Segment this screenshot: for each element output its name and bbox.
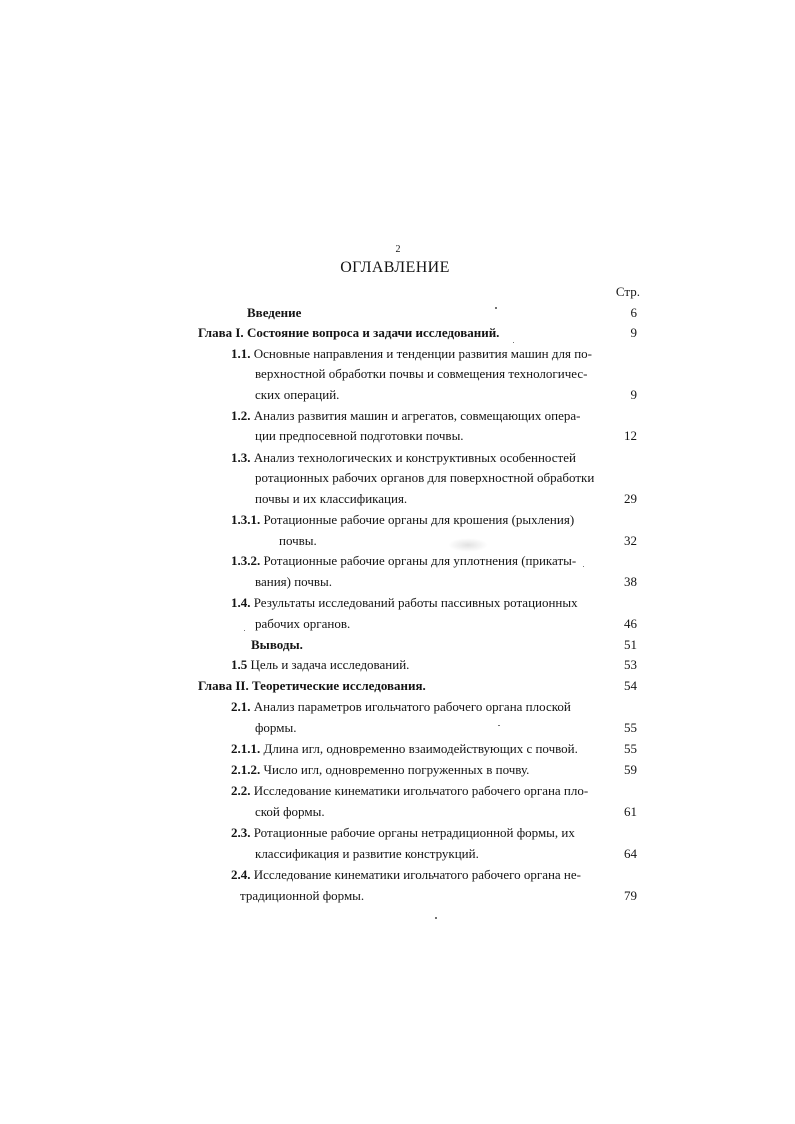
toc-chapter-2-text: Теоретические исследования. <box>252 678 426 693</box>
toc-conclusions-label: Выводы. <box>251 637 303 652</box>
toc-entry-2-1-num: 2.1. <box>231 699 251 714</box>
toc-entry-1-2-line1: Анализ развития машин и агрегатов, совмещающих опера- <box>253 408 581 423</box>
page-column-header: Стр. <box>615 284 640 299</box>
toc-entry-2-1-2-text: Число игл, одновременно погруженных в почву. <box>263 762 530 777</box>
toc-entry-2-3-page: 64 <box>624 846 637 861</box>
toc-chapter-2-page: 54 <box>624 678 637 693</box>
toc-entry-1-3-2-line2: вания) почвы. <box>255 574 332 589</box>
toc-entry-2-3-num: 2.3. <box>231 825 251 840</box>
toc-entry-2-2-line2: ской формы. <box>255 804 325 819</box>
toc-entry-1-2-page: 12 <box>624 428 637 443</box>
toc-entry-1-1-page: 9 <box>630 387 637 402</box>
toc-entry-1-2-num: 1.2. <box>231 408 251 423</box>
toc-chapter-1-num: Глава I. <box>198 325 244 340</box>
toc-entry-1-2-line2: ции предпосевной подготовки почвы. <box>255 428 464 443</box>
toc-entry-1-4-page: 46 <box>624 616 637 631</box>
toc-entry-2-1-line2: формы. <box>255 720 297 735</box>
toc-entry-2-3 <box>231 825 575 841</box>
toc-entry-2-4-line1: Исследование кинематики игольчатого рабочего органа не- <box>253 867 581 882</box>
scan-speck <box>495 307 497 309</box>
toc-intro-label: Введение <box>247 305 302 320</box>
toc-entry-1-3-1-page: 32 <box>624 533 637 548</box>
toc-entry-2-1-1-num: 2.1.1. <box>231 741 261 756</box>
toc-entry-1-1-line1: Основные направления и тенденции развития машин для по- <box>253 346 593 361</box>
toc-entry-2-4-num: 2.4. <box>231 867 251 882</box>
toc-entry-2-1-line1: Анализ параметров игольчатого рабочего органа плоской <box>253 699 571 714</box>
toc-entry-1-1-num: 1.1. <box>231 346 251 361</box>
toc-entry-2-4-line2: традиционной формы. <box>240 888 365 903</box>
toc-chapter-1 <box>198 325 499 341</box>
toc-entry-1-4-num: 1.4. <box>231 595 251 610</box>
toc-entry-2-2 <box>231 783 588 799</box>
page-title: ОГЛАВЛЕНИЕ <box>340 259 450 276</box>
toc-chapter-2 <box>198 678 426 694</box>
toc-entry-2-1-1 <box>231 741 578 757</box>
toc-entry-1-5-page: 53 <box>624 657 637 672</box>
toc-entry-1-5 <box>231 657 409 673</box>
toc-entry-2-4 <box>231 867 581 883</box>
toc-entry-1-3-line3: почвы и их классификация. <box>255 491 408 506</box>
toc-entry-1-3-2-page: 38 <box>624 574 637 589</box>
toc-entry-1-2 <box>231 408 580 424</box>
scan-speck <box>244 630 245 631</box>
toc-chapter-1-text: Состояние вопроса и задачи исследований. <box>246 325 500 340</box>
toc-entry-1-3-1-num: 1.3.1. <box>231 512 261 527</box>
toc-entry-2-1 <box>231 699 571 715</box>
toc-entry-2-1-1-page: 55 <box>624 741 637 756</box>
toc-entry-1-3 <box>231 450 576 466</box>
toc-entry-2-3-line1: Ротационные рабочие органы нетрадиционной формы, их <box>253 825 575 840</box>
toc-entry-1-3-page: 29 <box>624 491 637 506</box>
toc-chapter-2-num: Глава II. <box>198 678 249 693</box>
toc-intro-page: 6 <box>630 305 637 320</box>
toc-entry-2-2-num: 2.2. <box>231 783 251 798</box>
toc-entry-1-3-2-line1: Ротационные рабочие органы для уплотнения (прикаты- <box>263 553 577 568</box>
toc-entry-2-1-1-text: Длина игл, одновременно взаимодействующих с почвой. <box>263 741 578 756</box>
toc-entry-1-3-1 <box>231 512 574 528</box>
toc-entry-2-2-page: 61 <box>624 804 637 819</box>
toc-entry-1-3-1-line2: почвы. <box>279 533 317 548</box>
toc-entry-1-1-line2: верхностной обработки почвы и совмещения технологичес- <box>255 366 588 381</box>
toc-entry-1-5-text: Цель и задача исследований. <box>250 657 410 672</box>
toc-entry-1-5-num: 1.5 <box>231 657 248 672</box>
toc-entry-1-3-2 <box>231 553 576 569</box>
toc-entry-1-1-line3: ских операций. <box>255 387 340 402</box>
scan-speck <box>498 725 500 726</box>
scan-speck <box>513 342 514 343</box>
scan-smudge <box>448 538 488 552</box>
page-number: 2 <box>395 244 401 255</box>
toc-conclusions-page: 51 <box>624 637 637 652</box>
scan-speck <box>435 917 437 919</box>
toc-entry-2-1-2 <box>231 762 529 778</box>
toc-entry-1-4-line1: Результаты исследований работы пассивных ротационных <box>253 595 578 610</box>
toc-chapter-1-page: 9 <box>630 325 637 340</box>
toc-entry-2-1-page: 55 <box>624 720 637 735</box>
toc-entry-1-3-1-line1: Ротационные рабочие органы для крошения (рыхления) <box>263 512 575 527</box>
toc-entry-2-2-line1: Исследование кинематики игольчатого рабочего органа пло- <box>253 783 589 798</box>
toc-entry-2-1-2-page: 59 <box>624 762 637 777</box>
toc-entry-2-3-line2: классификация и развитие конструкций. <box>255 846 479 861</box>
toc-entry-1-3-num: 1.3. <box>231 450 251 465</box>
toc-entry-1-1 <box>231 346 592 362</box>
scan-speck <box>583 566 584 567</box>
toc-entry-1-3-2-num: 1.3.2. <box>231 553 261 568</box>
toc-entry-2-4-page: 79 <box>624 888 637 903</box>
toc-entry-1-4 <box>231 595 578 611</box>
toc-entry-1-3-line1: Анализ технологических и конструктивных особенностей <box>253 450 576 465</box>
toc-entry-1-4-line2: рабочих органов. <box>255 616 351 631</box>
toc-entry-2-1-2-num: 2.1.2. <box>231 762 261 777</box>
toc-entry-1-3-line2: ротационных рабочих органов для поверхностной обработки <box>255 470 595 485</box>
